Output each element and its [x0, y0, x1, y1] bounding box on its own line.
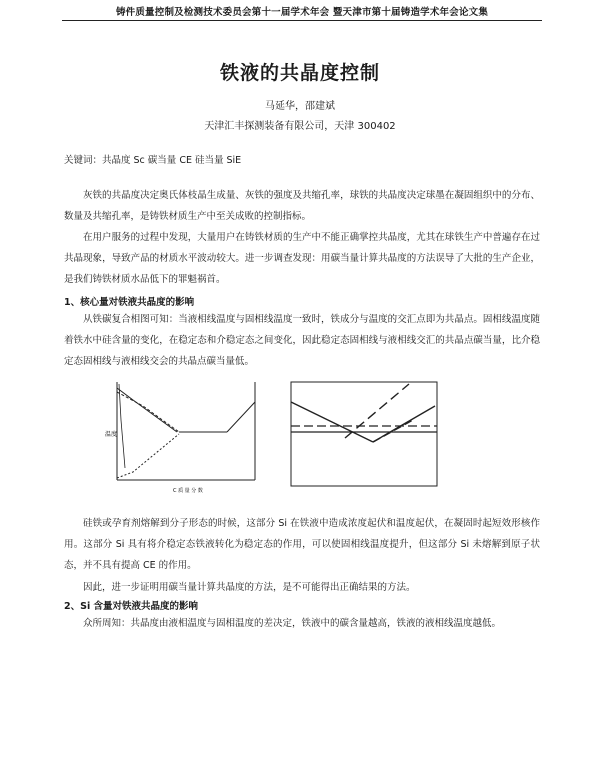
- left-liquidus-3: [227, 402, 255, 432]
- keywords: 关键词：共晶度 Sc 碳当量 CE 硅当量 SiE: [64, 155, 242, 166]
- paragraph-intro-1: 灰铁的共晶度决定奥氏体枝晶生成量、灰铁的强度及共缩孔率，球铁的共晶度决定球墨在凝固组织中的分布、数量及共缩孔率，是铸铁材质生产中至关成败的控制指标。: [64, 190, 540, 222]
- paper-title: 铁液的共晶度控制: [219, 62, 380, 84]
- paragraph-intro-2: 在用户服务的过程中发现，大量用户在铸铁材质的生产中不能正确掌控共晶度，尤其在球铁生产中普遍存在过共晶现象，导致产品的材质水平波动较大。进一步调查发现：用碳当量计算共晶度的方法误导了大批的生产企业，是我们铸铁材质水品低下的罪魁祸首。: [64, 232, 540, 285]
- right-graphite-line: [345, 384, 409, 438]
- phase-diagram-right: [285, 380, 445, 500]
- paragraph-si-effect: 硅铁或孕育剂熔解到分子形态的时候，这部分 Si 在铁液中造成浓度起伏和温度起伏，在凝固时起短效形核作用。这部分 Si 具有将介稳定态铁液转化为稳定态的作用，可以使固相线温度提升，但这部分 Si 未熔解到原子状态，并不具有提高 CE 的作用。: [64, 518, 540, 571]
- paragraph-conclusion: 因此，进一步证明用碳当量计算共晶度的方法，是不可能得出正确结果的方法。: [83, 582, 416, 593]
- authors: 马延华，邵建斌: [265, 101, 335, 112]
- paragraph-si-content: 众所周知：共晶度由液相温度与固相温度的差决定，铁液中的碳含量越高，铁液的液相线温度越低。: [83, 618, 502, 629]
- left-liquidus-2: [117, 392, 179, 432]
- right-frame: [291, 382, 437, 486]
- affiliation: 天津汇丰探测装备有限公司，天津 300402: [204, 121, 396, 132]
- left-solvus: [119, 384, 125, 468]
- left-x-axis-label: C 质 量 分 数: [173, 488, 203, 494]
- right-liquidus-2: [373, 406, 435, 442]
- left-liquidus-1: [117, 388, 177, 432]
- section-heading-1: 1、核心量对铁液共晶度的影响: [64, 297, 195, 308]
- header-rule: [62, 20, 542, 21]
- left-y-axis-tick: 温度: [105, 431, 118, 438]
- right-liquidus: [291, 402, 373, 442]
- phase-diagram-left: [103, 380, 275, 502]
- running-header: 铸件质量控制及检测技术委员会第十一届学术年会 暨天津市第十届铸造学术年会论文集: [115, 7, 489, 18]
- paragraph-phase-diagram: 从铁碳复合相图可知：当液相线温度与固相线温度一致时，铁成分与温度的交汇点即为共晶点。固相线温度随着铁水中硅含量的变化，在稳定态和介稳定态之间变化，因此稳定态固相线与液相线交汇的共晶点碳当量，比介稳定态固相线与液相线交会的共晶点碳当量低。: [64, 314, 540, 367]
- section-heading-2: 2、Si 含量对铁液共晶度的影响: [64, 601, 199, 612]
- left-solidus: [117, 434, 179, 478]
